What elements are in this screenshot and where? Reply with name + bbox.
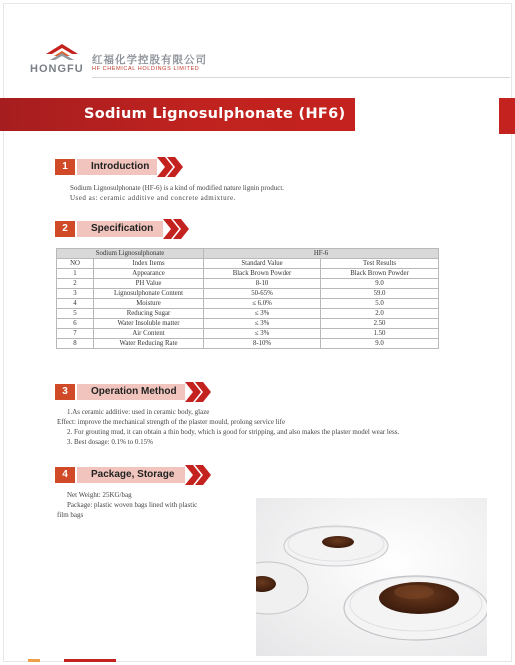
double-chevron-icon — [185, 465, 213, 485]
table-header-row — [57, 259, 439, 269]
column-header: Test Results — [321, 259, 439, 269]
table-cell: 5.0 — [321, 299, 439, 309]
intro-line-1: Sodium Lignosulphonate (HF-6) is a kind of modified nature lignin product. — [70, 184, 285, 192]
table-cell: 2 — [57, 279, 94, 289]
double-chevron-icon — [157, 157, 185, 177]
section-number: 1 — [55, 159, 75, 175]
table-cell: Air Content — [94, 329, 204, 339]
table-cell: ≤ 3% — [204, 309, 321, 319]
table-cell: Reducing Sugar — [94, 309, 204, 319]
header-accent-block — [499, 98, 515, 134]
table-cell: 2.0 — [321, 309, 439, 319]
footer-mark-red — [64, 659, 116, 662]
table-cell: 1.50 — [321, 329, 439, 339]
table-cell: 1 — [57, 269, 94, 279]
table-cell: Water Reducing Rate — [94, 339, 204, 349]
page-title: Sodium Lignosulphonate (HF6) — [84, 106, 346, 122]
operation-line-4: 3. Best dosage: 0.1% to 0.15% — [67, 438, 153, 446]
table-row — [57, 319, 439, 329]
table-cell: Moisture — [94, 299, 204, 309]
section-number: 2 — [55, 221, 75, 237]
table-cell: 8-10 — [204, 279, 321, 289]
logo-wordmark: HONGFU — [30, 63, 84, 75]
operation-line-3: 2. For grouting mud, it can obtain a thin body, which is good for stripping, and also makes the plaster model wear less. — [67, 428, 400, 436]
table-row — [57, 269, 439, 279]
section-label: Package, Storage — [91, 469, 175, 480]
footer-mark-orange — [28, 659, 40, 662]
table-cell: Black Brown Powder — [204, 269, 321, 279]
package-line-2: Package: plastic woven bags lined with plastic — [67, 501, 198, 509]
table-cell: 59.0 — [321, 289, 439, 299]
table-cell: 6 — [57, 319, 94, 329]
double-chevron-icon — [185, 382, 213, 402]
specification-table — [56, 248, 439, 349]
double-chevron-icon — [163, 219, 191, 239]
table-cell: PH Value — [94, 279, 204, 289]
table-row — [57, 309, 439, 319]
column-header: Index Items — [94, 259, 204, 269]
company-name-cn: 红福化学控股有限公司 — [92, 54, 207, 66]
table-row — [57, 339, 439, 349]
table-cell: 7 — [57, 329, 94, 339]
operation-line-1: 1.As ceramic additive: used in ceramic body, glaze — [67, 408, 210, 416]
table-cell: Black Brown Powder — [321, 269, 439, 279]
table-cell: ≤ 3% — [204, 319, 321, 329]
table-cell: 2.50 — [321, 319, 439, 329]
table-cell: 9.0 — [321, 339, 439, 349]
table-cell: ≤ 6.0% — [204, 299, 321, 309]
header-divider — [92, 77, 510, 78]
section-label: Specification — [91, 223, 154, 234]
table-row — [57, 329, 439, 339]
operation-line-2: Effect: improve the mechanical strength of the plaster mould, prolong service life — [57, 418, 286, 426]
package-line-3: film bags — [57, 511, 84, 519]
table-cell: Appearance — [94, 269, 204, 279]
table-cell: 9.0 — [321, 279, 439, 289]
table-cell: 50-65% — [204, 289, 321, 299]
company-name-en: HF CHEMICAL HOLDINGS LIMITED — [92, 66, 200, 72]
package-line-1: Net Weight: 25KG/bag — [67, 491, 132, 499]
section-number: 3 — [55, 384, 75, 400]
table-title-row — [57, 249, 439, 259]
column-header: NO — [57, 259, 94, 269]
product-name-cell: Sodium Lignosulphonate — [57, 249, 204, 259]
table-row — [57, 289, 439, 299]
grade-cell: HF-6 — [204, 249, 439, 259]
table-cell: 5 — [57, 309, 94, 319]
section-label: Introduction — [91, 161, 150, 172]
table-cell: Water Insoluble matter — [94, 319, 204, 329]
table-cell: 3 — [57, 289, 94, 299]
section-label: Operation Method — [91, 386, 177, 397]
section-number: 4 — [55, 467, 75, 483]
table-cell: Lignosulphonate Content — [94, 289, 204, 299]
table-cell: ≤ 3% — [204, 329, 321, 339]
intro-line-2: Used as: ceramic additive and concrete admixture. — [70, 194, 236, 202]
table-cell: 4 — [57, 299, 94, 309]
table-row — [57, 279, 439, 289]
table-cell: 8 — [57, 339, 94, 349]
table-row — [57, 299, 439, 309]
column-header: Standard Value — [204, 259, 321, 269]
product-photo — [256, 498, 487, 656]
table-cell: 8-10% — [204, 339, 321, 349]
